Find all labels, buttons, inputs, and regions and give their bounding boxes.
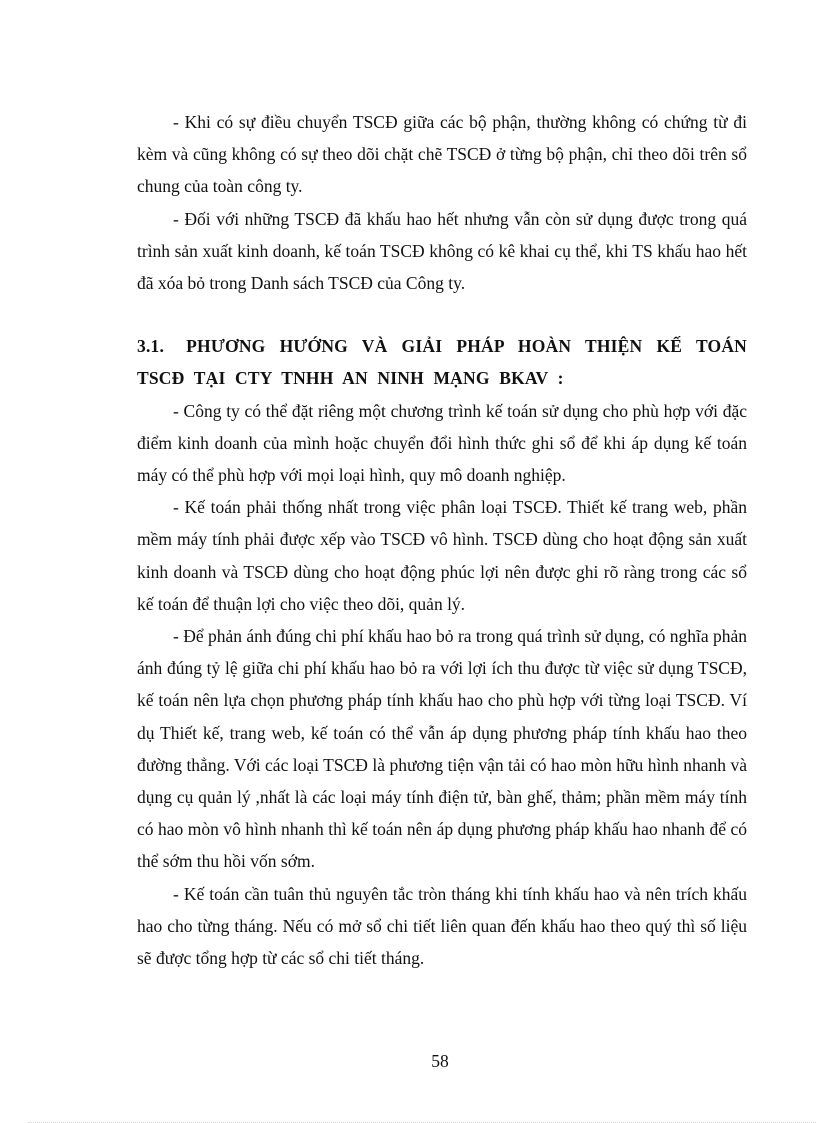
page-number: 58	[431, 1051, 449, 1071]
paragraph-transfer-tracking: - Khi có sự điều chuyển TSCĐ giữa các bộ phận, thường không có chứng từ đi kèm và cũng không có sự theo dõi chặt chẽ TSCĐ ở từng bộ phận, chỉ theo dõi trên sổ chung của toàn công ty.	[137, 112, 747, 197]
section-heading	[137, 330, 747, 394]
paragraph-monthly-depreciation: - Kế toán cần tuân thủ nguyên tắc tròn tháng khi tính khấu hao và nên trích khấu hao cho từng tháng. Nếu có mở sổ chi tiết liên quan đến khấu hao theo quý thì số liệu sẽ được tổng hợp từ các sổ chi tiết tháng.	[137, 883, 747, 969]
paragraph-asset-classification: - Kế toán phải thống nhất trong việc phân loại TSCĐ. Thiết kế trang web, phần mềm máy tính phải được xếp vào TSCĐ vô hình. TSCĐ dùng cho hoạt động sản xuất kinh doanh và TSCĐ dùng cho hoạt động phúc lợi nên được ghi rõ ràng trong các sổ kế toán để thuận lợi cho việc theo dõi, quản lý.	[137, 497, 747, 614]
paragraph-depreciation-method: - Để phản ánh đúng chi phí khấu hao bỏ ra trong quá trình sử dụng, có nghĩa phản ánh đúng tỷ lệ giữa chi phí khấu hao bỏ ra với lợi ích thu được từ việc sử dụng TSCĐ, kế toán nên lựa chọn phương pháp tính khấu hao cho phù hợp với từng loại TSCĐ. Ví dụ Thiết kế, trang web, kế toán có thể vẫn áp dụng phương pháp tính khấu hao theo đường thẳng. Với các loại TSCĐ là phương tiện vận tải có hao mòn hữu hình nhanh và dụng cụ quản lý ,nhất là các loại máy tính điện tử, bàn ghế, thảm; phần mềm máy tính có hao mòn vô hình nhanh thì kế toán nên áp dụng phương pháp khấu hao nhanh để có thể sớm thu hồi vốn sớm.	[137, 626, 747, 872]
section-number: 3.1.	[137, 336, 165, 357]
section-title: PHƯƠNG HƯỚNG VÀ GIẢI PHÁP HOÀN THIỆN KẾ TOÁN TSCĐ TẠI CTY TNHH AN NINH MẠNG BKAV :	[137, 336, 747, 389]
page-body	[137, 106, 747, 974]
paragraph-depreciated-assets: - Đối với những TSCĐ đã khấu hao hết nhưng vẫn còn sử dụng được trong quá trình sản xuất kinh doanh, kế toán TSCĐ không có kê khai cụ thể, khi TS khấu hao hết đã xóa bỏ trong Danh sách TSCĐ của Công ty.	[137, 208, 747, 294]
paragraph-accounting-program: - Công ty có thể đặt riêng một chương trình kế toán sử dụng cho phù hợp với đặc điểm kinh doanh của mình hoặc chuyển đổi hình thức ghi sổ để khi áp dụng kế toán máy có thể phù hợp với mọi loại hình, quy mô doanh nghiệp.	[137, 400, 747, 486]
